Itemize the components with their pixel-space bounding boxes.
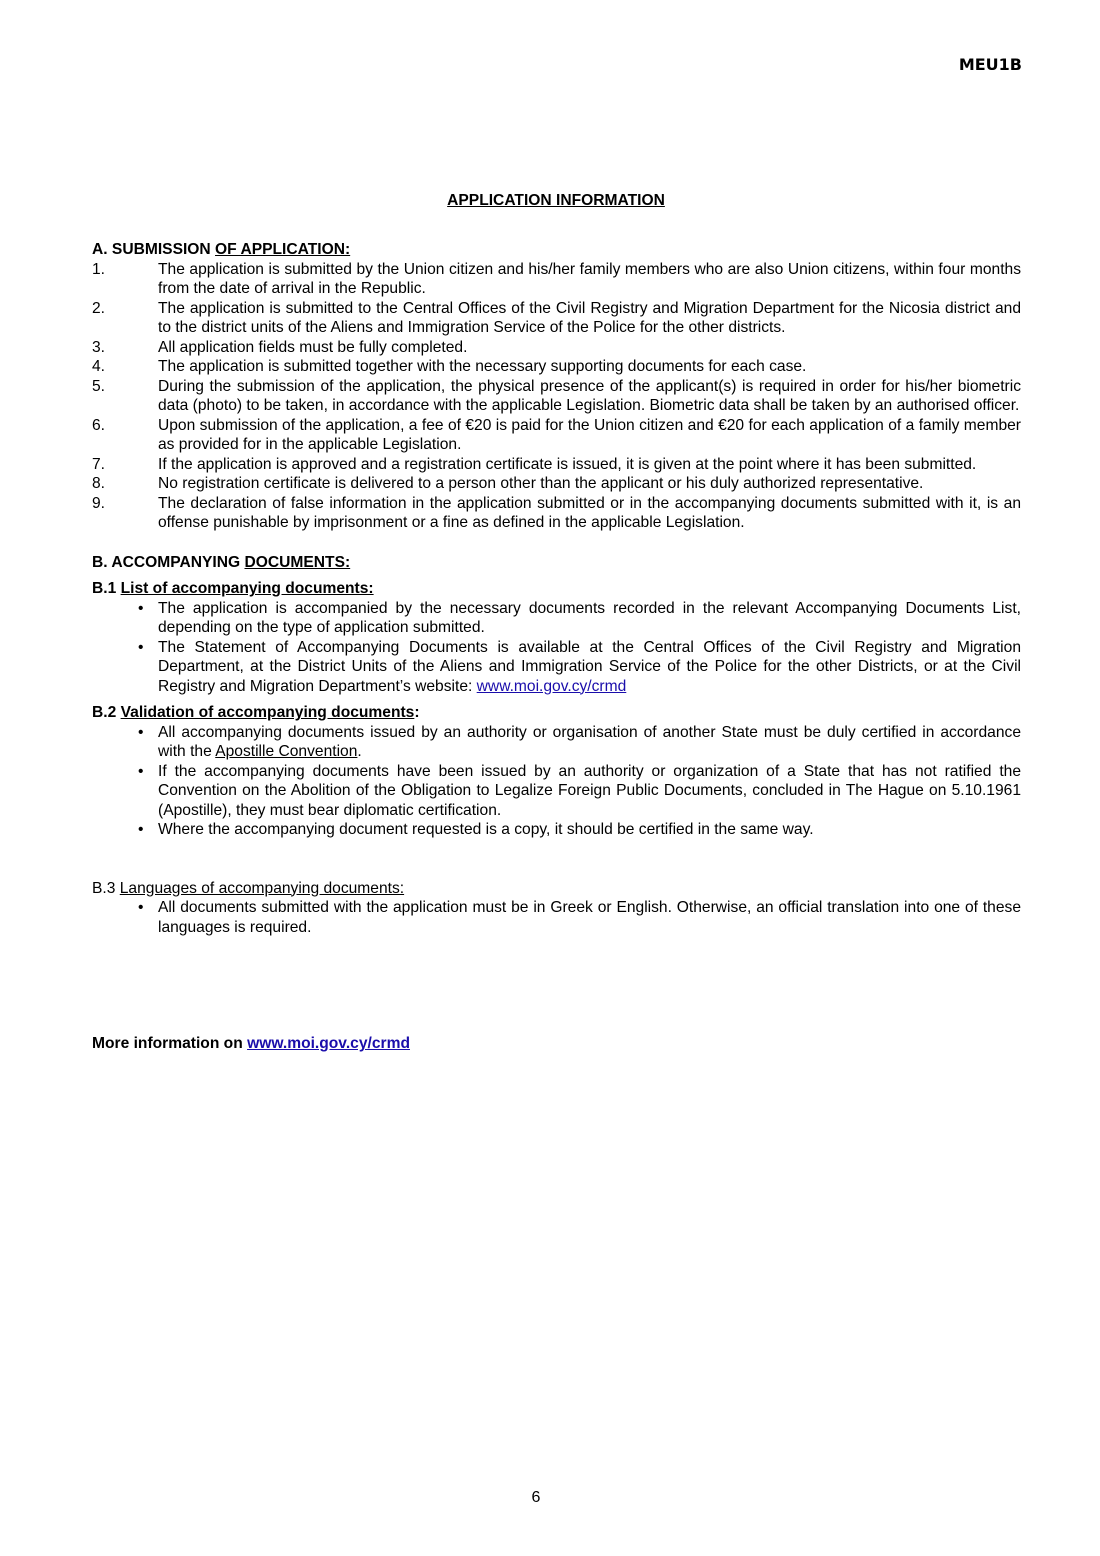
subsection-b3-title: Languages of accompanying documents: — [119, 879, 405, 897]
section-b-heading-prefix: B. ACCOMPANYING — [92, 553, 245, 571]
subsection-b3-list — [92, 898, 1021, 937]
item-text: The application is submitted together with the necessary supporting documents for each case. — [158, 358, 807, 375]
subsection-b1-heading — [92, 579, 1021, 599]
subsection-b3-label: B.3 — [92, 879, 120, 897]
item-text: The application is submitted to the Central Offices of the Civil Registry and Migration Department for the Nicosia district and to the district units of the Aliens and Immigration Service of the Police for the other districts. — [158, 299, 1021, 336]
subsection-b2-title: Validation of accompanying documents — [120, 704, 415, 721]
item-number: 6. — [92, 416, 106, 434]
section-a-heading — [92, 240, 1021, 260]
item-text: The application is submitted by the Union citizen and his/her family members who are also Union citizens, within four months from the date of arrival in the Republic. — [158, 260, 1021, 297]
subsection-b3-heading — [92, 879, 1021, 899]
crmd-website-link[interactable]: www.moi.gov.cy/crmd — [476, 677, 627, 695]
subsection-b2-list — [92, 723, 1021, 840]
section-a-list — [92, 260, 1021, 533]
subsection-b1-title: List of accompanying documents: — [120, 580, 374, 597]
item-number: 1. — [92, 260, 106, 278]
section-a-heading-underlined: OF APPLICATION: — [215, 241, 351, 258]
list-item — [92, 338, 1021, 358]
section-b-heading-underlined: DOCUMENTS: — [244, 553, 351, 571]
item-number: 4. — [92, 358, 106, 375]
subsection-b1-label: B.1 — [92, 580, 121, 597]
item-number: 5. — [92, 377, 106, 395]
item-text: During the submission of the application, the physical presence of the applicant(s) is required in order for his/her biometric data (photo) to be taken, in accordance with the applicable Legislation. Biometric data shall be taken by an authorised officer. — [158, 377, 1021, 414]
page-title: APPLICATION INFORMATION — [447, 192, 665, 209]
item-number: 8. — [92, 475, 106, 492]
item-text: The Statement of Accompanying Documents is available at the Central Offices of the Civil Registry and Migration Department, at the District Units of the Aliens and Immigration Service of the Police for the other Districts, or at the Civil Registry and Migration Department’s website: — [158, 638, 1021, 695]
list-item — [158, 723, 1021, 762]
list-item — [92, 299, 1021, 338]
list-item — [158, 599, 1021, 638]
more-information — [92, 1034, 410, 1054]
more-information-text: More information on — [92, 1035, 248, 1052]
subsection-b2-label: B.2 — [92, 704, 121, 721]
item-text: The declaration of false information in the application submitted or in the accompanying documents submitted with it, is an offense punishable by imprisonment or a fine as defined in the applicable Legislation. — [158, 494, 1021, 531]
item-text: All documents submitted with the application must be in Greek or English. Otherwise, an official translation into one of these languages is required. — [158, 899, 1021, 936]
list-item — [158, 762, 1021, 821]
list-item — [92, 416, 1021, 455]
item-number: 2. — [92, 299, 106, 317]
subsection-b2-heading — [92, 703, 1021, 723]
subsection-b1-list — [92, 599, 1021, 697]
subsection-b2-colon: : — [414, 704, 420, 721]
item-text: Upon submission of the application, a fee of €20 is paid for the Union citizen and €20 for each application of a family member as provided for in the applicable Legislation. — [158, 416, 1021, 453]
list-item — [92, 260, 1021, 299]
item-text: Where the accompanying document requested is a copy, it should be certified in the same way. — [158, 821, 814, 838]
item-number: 7. — [92, 455, 106, 473]
list-item — [92, 494, 1021, 533]
list-item — [92, 377, 1021, 416]
list-item — [92, 474, 1021, 494]
section-b-heading — [92, 553, 1021, 573]
item-number: 9. — [92, 494, 106, 512]
item-text: All accompanying documents issued by an authority or organisation of another State must be duly certified in accordance with the — [158, 723, 1021, 760]
list-item — [158, 898, 1021, 937]
document-body — [92, 240, 1021, 937]
list-item — [158, 638, 1021, 697]
item-number: 3. — [92, 338, 106, 356]
item-text: If the application is approved and a registration certificate is issued, it is given at the point where it has been submitted. — [158, 455, 977, 473]
list-item — [158, 820, 1021, 840]
item-text: No registration certificate is delivered to a person other than the applicant or his duly authorized representative. — [158, 475, 924, 492]
section-a-heading-prefix: A. SUBMISSION — [92, 241, 216, 258]
page-number: 6 — [531, 1489, 541, 1506]
more-information-link[interactable]: www.moi.gov.cy/crmd — [247, 1035, 410, 1052]
list-item — [92, 357, 1021, 377]
apostille-convention-text: Apostille Convention — [215, 743, 358, 760]
item-text: All application fields must be fully completed. — [158, 338, 468, 356]
item-text: The application is accompanied by the necessary documents recorded in the relevant Accompanying Documents List, depending on the type of application submitted. — [158, 599, 1021, 636]
item-text-end: . — [357, 743, 362, 760]
form-code: MEU1B — [958, 55, 1022, 74]
item-text: If the accompanying documents have been issued by an authority or organization of a State that has not ratified the Convention on the Abolition of the Obligation to Legalize Foreign Public Documents, concluded in The Hague on 5.10.1961 (Apostille), they must bear diplomatic certification. — [158, 762, 1021, 819]
list-item — [92, 455, 1021, 475]
